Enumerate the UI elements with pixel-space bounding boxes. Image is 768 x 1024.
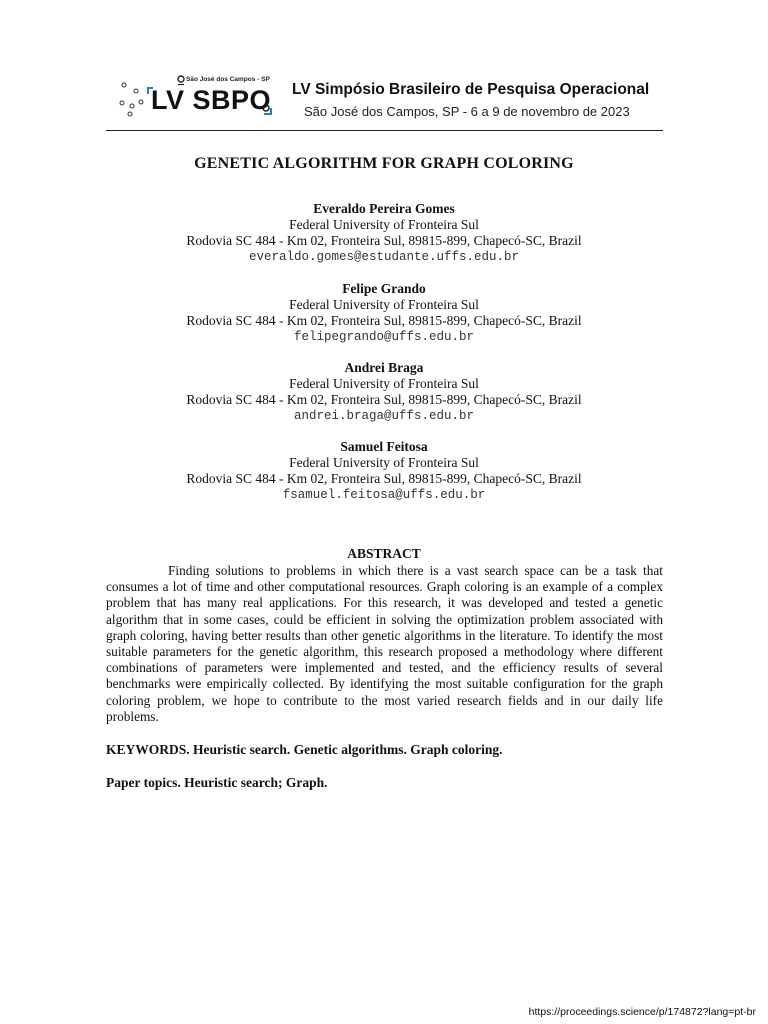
author-email[interactable]: andrei.braga@uffs.edu.br [293, 409, 475, 423]
location-pin-icon [178, 76, 184, 85]
conference-title: LV Simpósio Brasileiro de Pesquisa Operacional [292, 81, 650, 98]
author-name: Felipe Grando [342, 281, 426, 296]
author-email[interactable]: fsamuel.feitosa@uffs.edu.br [282, 488, 486, 502]
source-url[interactable]: https://proceedings.science/p/174872?lang=pt-br [528, 1006, 756, 1018]
author-block [0, 281, 768, 345]
abstract-body: Finding solutions to problems in which there is a vast search space can be a task that consumes a lot of time and other computational resources. Graph coloring is an example of a complex problem that has many real applications. For this research, it was developed and tested a genetic algorithm that in some cases, could be efficient in solving the optimization problem associated with graph coloring, having better results than other genetic algorithms in the literature. To identify the most suitable parameters for the genetic algorithm, this research proposed a methodology where different combinations of parameters were implemented and tested, and the efficiency results of several benchmarks were empirically collected. By identifying the most suitable configuration for the graph coloring problem, we hope to contribute to the most varied research fields and in our daily life problems. [106, 563, 663, 724]
author-address: Rodovia SC 484 - Km 02, Fronteira Sul, 89815-899, Chapecó-SC, Brazil [186, 471, 582, 486]
logo-city-label: São José dos Campos - SP [186, 76, 270, 83]
author-affiliation: Federal University of Fronteira Sul [289, 376, 479, 391]
author-email[interactable]: everaldo.gomes@estudante.uffs.edu.br [248, 250, 520, 264]
abstract-heading: ABSTRACT [347, 546, 421, 561]
author-affiliation: Federal University of Fronteira Sul [289, 455, 479, 470]
paper-topics-line: Paper topics. Heuristic search; Graph. [106, 775, 328, 790]
author-affiliation: Federal University of Fronteira Sul [289, 297, 479, 312]
author-email[interactable]: felipegrando@uffs.edu.br [293, 330, 475, 344]
header-divider [106, 130, 663, 131]
author-block [0, 360, 768, 424]
paper-title: GENETIC ALGORITHM FOR GRAPH COLORING [194, 155, 574, 172]
author-name: Samuel Feitosa [340, 439, 428, 454]
author-affiliation: Federal University of Fronteira Sul [289, 217, 479, 232]
author-block [0, 439, 768, 503]
graph-nodes-icon [120, 83, 143, 116]
conference-header [106, 72, 662, 128]
author-address: Rodovia SC 484 - Km 02, Fronteira Sul, 89815-899, Chapecó-SC, Brazil [186, 313, 582, 328]
logo-wordmark: LV SBPO [151, 85, 272, 115]
author-block [0, 201, 768, 265]
author-name: Everaldo Pereira Gomes [313, 201, 455, 216]
author-address: Rodovia SC 484 - Km 02, Fronteira Sul, 89815-899, Chapecó-SC, Brazil [186, 392, 582, 407]
author-address: Rodovia SC 484 - Km 02, Fronteira Sul, 89815-899, Chapecó-SC, Brazil [186, 233, 582, 248]
keywords-line: KEYWORDS. Heuristic search. Genetic algorithms. Graph coloring. [106, 742, 503, 757]
conference-subtitle: São José dos Campos, SP - 6 a 9 de novembro de 2023 [304, 104, 630, 119]
author-name: Andrei Braga [344, 360, 424, 375]
sbpo-logo [106, 72, 276, 128]
